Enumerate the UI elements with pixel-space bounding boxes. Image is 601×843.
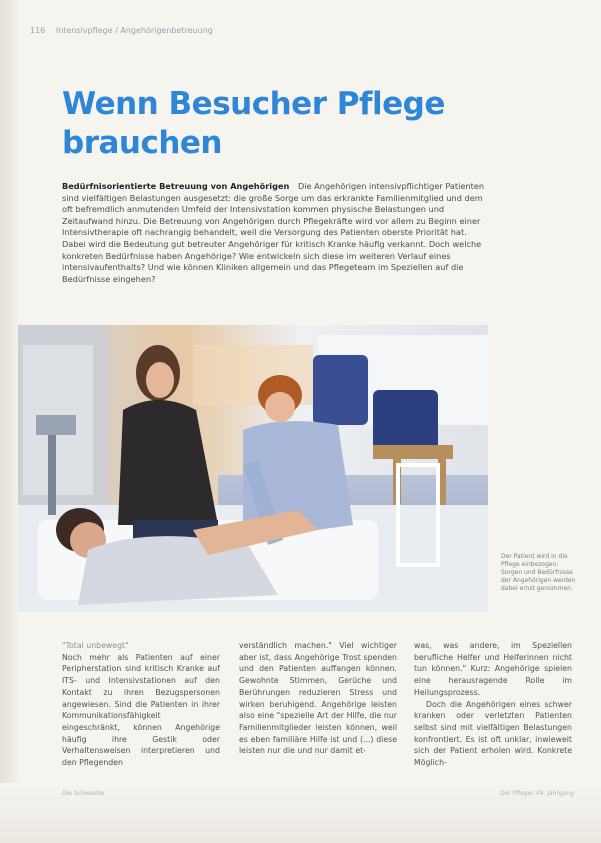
article-photo [18, 325, 488, 612]
column-1-text: Noch mehr als Patienten auf einer Peripherstation sind kritisch Kranke auf ITS- und Intensivstationen auf den Kontakt zu ihren Bezugspersonen angewiesen. Sind die Patienten in ihrer Kommunikationsfähigkeit eingeschränkt, können Angehörige häufig ihre Gestik oder Verhaltensweisen interpretieren und den Pflegenden [62, 652, 220, 768]
body-column-1 [62, 640, 220, 769]
column-2-text: verständlich machen." Viel wichtiger aber ist, dass Angehörige Trost spenden und den Patienten auffangen können. Gewohnte Stimmen, Gerüche und Berührungen reduzieren Stress und wirken beruhigend. Angehörige leisten also eine "spezielle Art der Hilfe, die nur Familienmitglieder leisten können, weil es eben familiäre Hilfe ist und (...) diese leisten nur die und nur damit et- [239, 641, 397, 756]
hospital-scene-illustration [18, 325, 488, 612]
section-label: Intensivpflege / Angehörigenbetreuung [55, 26, 213, 35]
column-3-text: was, was andere, im Speziellen berufliche Helfer und Helferinnen nicht tun können." Kurz: Angehörige spielen eine herausragende Rolle im Heilungsprozess. [414, 641, 572, 697]
scan-edge-shadow [0, 0, 18, 843]
running-header [30, 26, 213, 35]
body-column-3 [414, 640, 572, 769]
body-column-2 [239, 640, 397, 757]
footer-right: Der Pfleger 49. Jahrgang [500, 790, 574, 797]
photo-caption: Der Patient wird in die Pflege einbezogen: Sorgen und Bedürfnisse der Angehörigen werden dabei ernst genommen. [501, 553, 576, 592]
lead-heading: Bedürfnisorientierte Betreuung von Angehörigen [62, 181, 290, 191]
column-kicker: "Total unbewegt" [62, 641, 129, 650]
page-number: 116 [30, 26, 46, 35]
column-3-text-2: Doch die Angehörigen eines schwer kranken oder verletzten Patienten selbst sind mit vielfältigen Belastungen konfrontiert. Es ist oft unklar, inwieweit sich der Patient erholen wird. Konkrete Möglich- [414, 699, 572, 768]
article-title: Wenn Besucher Pflege brauchen [62, 86, 445, 161]
lead-text: Die Angehörigen intensivpflichtiger Patienten sind vielfältigen Belastungen ausgesetzt: die große Sorge um das erkrankte Familienmitglied und dem oft befremdlich anmutenden Umfeld der Intensivstation kommen physische Belastungen und Zeitaufwand hinzu. Die Betreuung von Angehörigen durch Pflegekräfte wird vor allem zu Beginn einer Intensivtherapie oft nachrangig behandelt, weil die Versorgung des Patienten oberste Priorität hat. Dabei wird die Bedeutung gut betreuter Angehöriger für kritisch Kranke häufig verkannt. Doch welche konkreten Bedürfnisse haben Angehörige? Wie entwickeln sich diese im weiteren Verlauf eines intensivaufenthalts? Und wie können Kliniken allgemein und das Pflegeteam im Speziellen auf die Bedürfnisse eingehen? [62, 181, 485, 284]
footer-left: Die Schwester [62, 790, 106, 797]
article-lead [62, 181, 488, 285]
